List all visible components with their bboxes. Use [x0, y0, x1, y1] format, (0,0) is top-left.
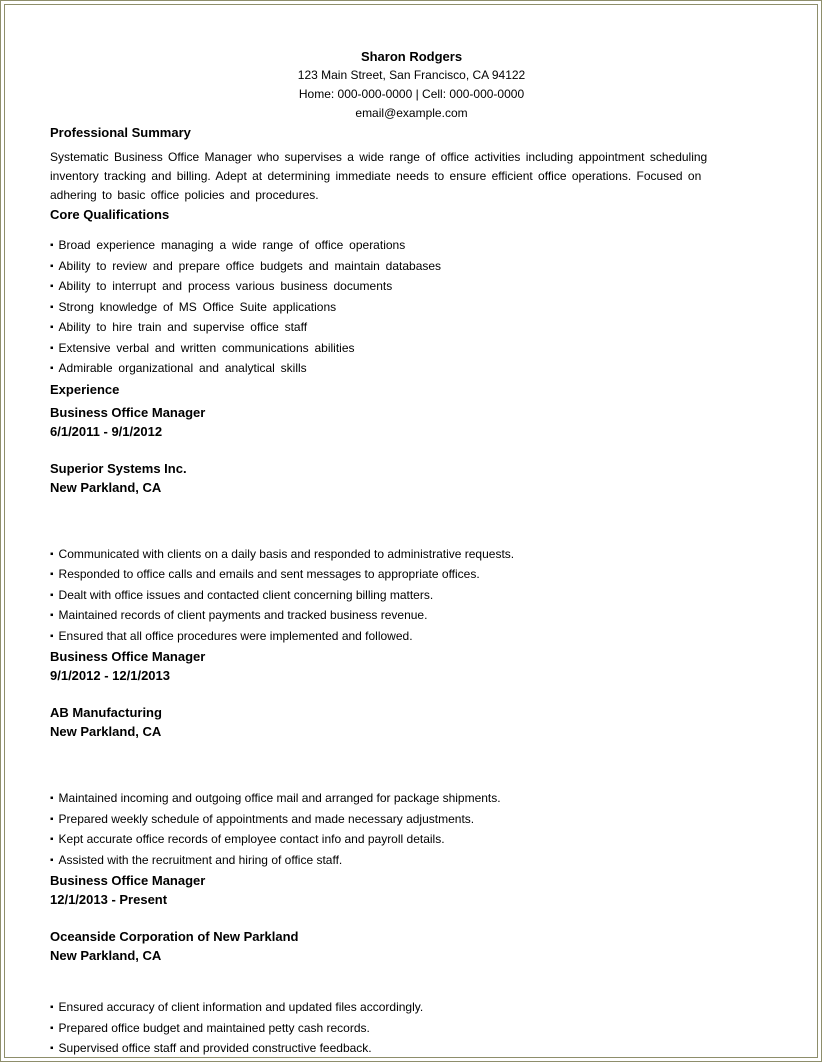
core-qualifications-list: [50, 236, 773, 380]
qualification-item: ▪ Ability to hire train and supervise office staff: [50, 318, 773, 339]
candidate-phones: Home: 000-000-0000 | Cell: 000-000-0000: [298, 87, 525, 101]
job-duty: ▪ Dealt with office issues and contacted client concerning billing matters.: [50, 586, 773, 607]
job-duty: ▪ Prepared office budget and maintained petty cash records.: [50, 1019, 773, 1040]
job-duty: ▪ Responded to office calls and emails and sent messages to appropriate offices.: [50, 565, 773, 586]
company-block: [50, 927, 773, 965]
job-duty: ▪ Supervised office staff and provided constructive feedback.: [50, 1039, 773, 1058]
job-duty: ▪ Kept accurate office records of employee contact info and payroll details.: [50, 830, 773, 851]
qualification-item: ▪ Ability to interrupt and process various business documents: [50, 277, 773, 298]
professional-summary-text: Systematic Business Office Manager who supervises a wide range of office activities including appointment scheduling inventory tracking and billing. Adept at determining immediate needs to ensure efficient office operations. Focused on adhering to basic office policies and procedures.: [50, 150, 708, 202]
job-duty: ▪ Maintained incoming and outgoing office mail and arranged for package shipments.: [50, 789, 773, 810]
job-duty: ▪ Prepared weekly schedule of appointments and made necessary adjustments.: [50, 810, 773, 831]
job-duty: ▪ Assisted with the recruitment and hiring of office staff.: [50, 851, 773, 872]
qualification-item: ▪ Ability to review and prepare office budgets and maintain databases: [50, 257, 773, 278]
job-entry: [50, 871, 773, 1058]
candidate-address: 123 Main Street, San Francisco, CA 94122: [297, 68, 526, 82]
section-heading-experience: Experience: [50, 381, 120, 397]
qualification-item: ▪ Extensive verbal and written communications abilities: [50, 339, 773, 360]
section-heading-professional-summary: Professional Summary: [50, 125, 191, 140]
job-duty: ▪ Ensured accuracy of client information and updated files accordingly.: [50, 998, 773, 1019]
qualification-item: ▪ Strong knowledge of MS Office Suite applications: [50, 298, 773, 319]
job-title: Business Office Manager: [50, 404, 206, 420]
job-entry: [50, 403, 773, 648]
job-company: Oceanside Corporation of New Parkland: [50, 929, 299, 944]
job-dates: 9/1/2012 - 12/1/2013: [50, 668, 170, 683]
job-title: Business Office Manager: [50, 649, 206, 664]
job-duties-list: [50, 998, 773, 1058]
job-location: New Parkland, CA: [50, 948, 162, 963]
resume-page-inner: [4, 4, 818, 1058]
job-dates: 6/1/2011 - 9/1/2012: [50, 423, 163, 439]
section-heading-core-qualifications: Core Qualifications: [50, 207, 170, 222]
job-dates: 12/1/2013 - Present: [50, 892, 168, 907]
job-duty: ▪ Communicated with clients on a daily basis and responded to administrative requests.: [50, 545, 773, 566]
job-location: New Parkland, CA: [50, 724, 162, 739]
job-company: Superior Systems Inc.: [50, 460, 187, 476]
company-block: [50, 703, 773, 741]
job-duties-list: [50, 545, 773, 648]
company-block: [50, 459, 773, 497]
job-title: Business Office Manager: [50, 873, 206, 888]
job-duty: ▪ Maintained records of client payments and tracked business revenue.: [50, 606, 773, 627]
qualification-item: ▪ Broad experience managing a wide range of office operations: [50, 236, 773, 257]
job-duty: ▪ Ensured that all office procedures were implemented and followed.: [50, 627, 773, 648]
qualification-item: ▪ Admirable organizational and analytical skills: [50, 359, 773, 380]
job-duties-list: [50, 789, 773, 871]
job-location: New Parkland, CA: [50, 479, 162, 495]
job-company: AB Manufacturing: [50, 705, 162, 720]
job-entry: [50, 647, 773, 871]
candidate-email: email@example.com: [355, 106, 468, 120]
resume-header: [50, 47, 773, 123]
candidate-name: Sharon Rodgers: [360, 49, 463, 64]
